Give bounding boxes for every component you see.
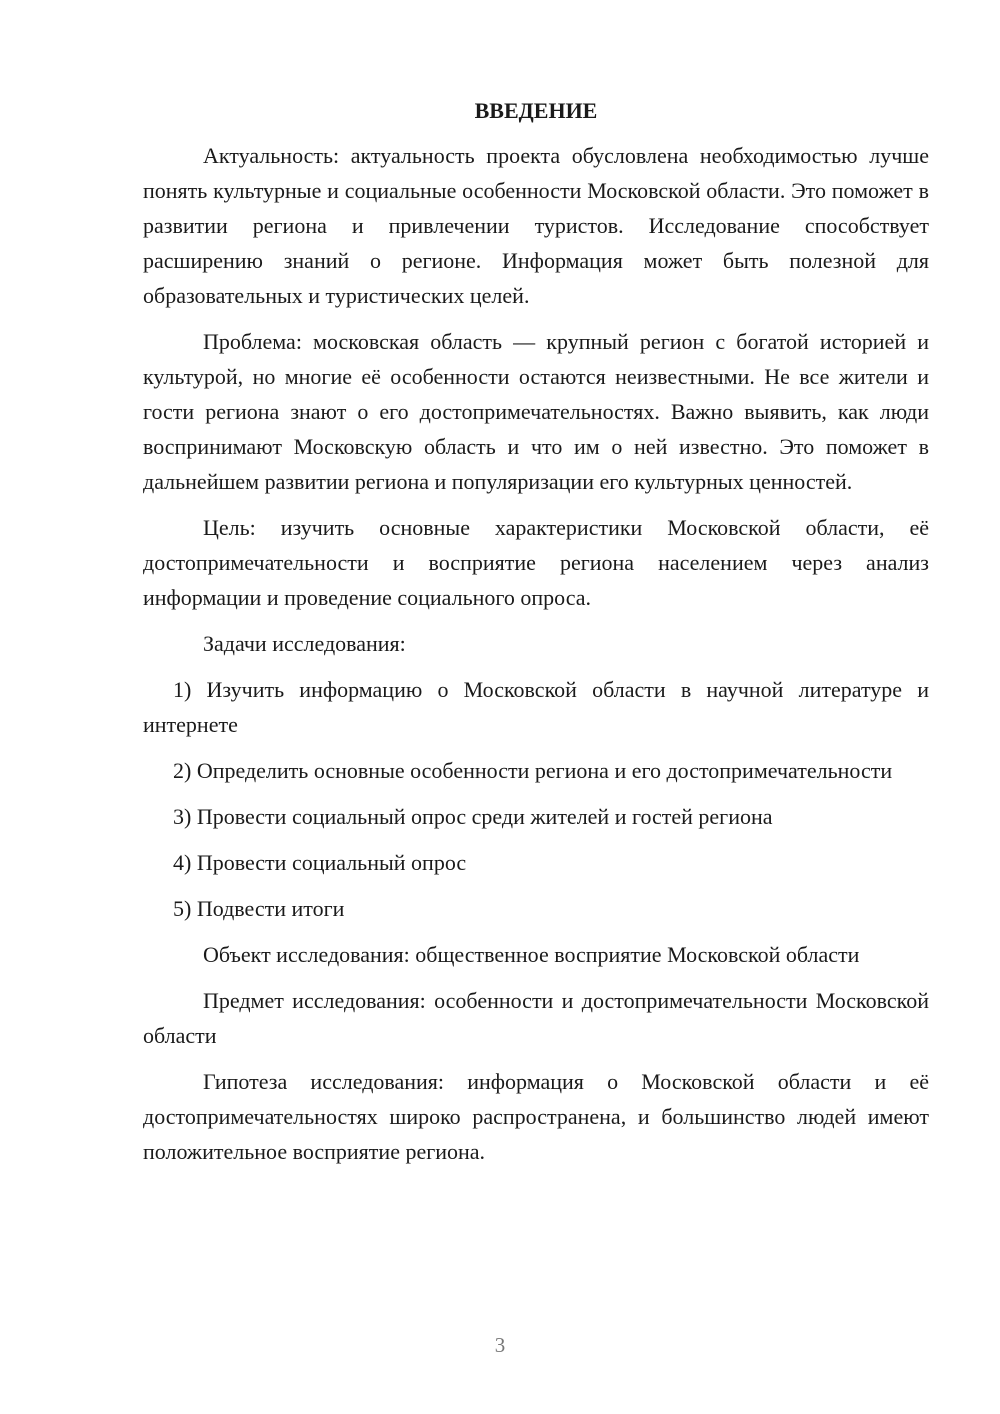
- document-body: [143, 93, 929, 1180]
- page-number: 3: [494, 1333, 506, 1357]
- task-item: 5) Подвести итоги: [173, 896, 345, 921]
- tasks-heading: Задачи исследования:: [203, 631, 406, 656]
- task-item: 1) Изучить информацию о Московской области в научной литературе и интернете: [143, 677, 929, 737]
- task-item: 2) Определить основные особенности региона и его достопримечательности: [173, 758, 893, 783]
- page-title: ВВЕДЕНИЕ: [474, 98, 598, 123]
- hypothesis-paragraph: Гипотеза исследования: информация о Московской области и её достопримечательностях широко распространена, и большинство людей имеют положительное восприятие региона.: [143, 1069, 929, 1164]
- problem-paragraph: Проблема: московская область — крупный регион с богатой историей и культурой, но многие её особенности остаются неизвестными. Не все жители и гости региона знают о его достопримечательностях. Важно выявить, как люди воспринимают Московскую область и что им о ней известно. Это поможет в дальнейшем развитии региона и популяризации его культурных ценностей.: [143, 329, 929, 494]
- object-paragraph: Объект исследования: общественное восприятие Московской области: [203, 942, 860, 967]
- relevance-paragraph: Актуальность: актуальность проекта обусловлена необходимостью лучше понять культурные и социальные особенности Московской области. Это поможет в развитии региона и привлечении туристов. Исследование способствует расширению знаний о регионе. Информация может быть полезной для образовательных и туристических целей.: [143, 143, 929, 308]
- subject-paragraph: Предмет исследования: особенности и достопримечательности Московской области: [143, 988, 929, 1048]
- goal-paragraph: Цель: изучить основные характеристики Московской области, её достопримечательности и восприятие региона населением через анализ информации и проведение социального опроса.: [143, 515, 929, 610]
- task-item: 3) Провести социальный опрос среди жителей и гостей региона: [173, 804, 773, 829]
- task-item: 4) Провести социальный опрос: [173, 850, 467, 875]
